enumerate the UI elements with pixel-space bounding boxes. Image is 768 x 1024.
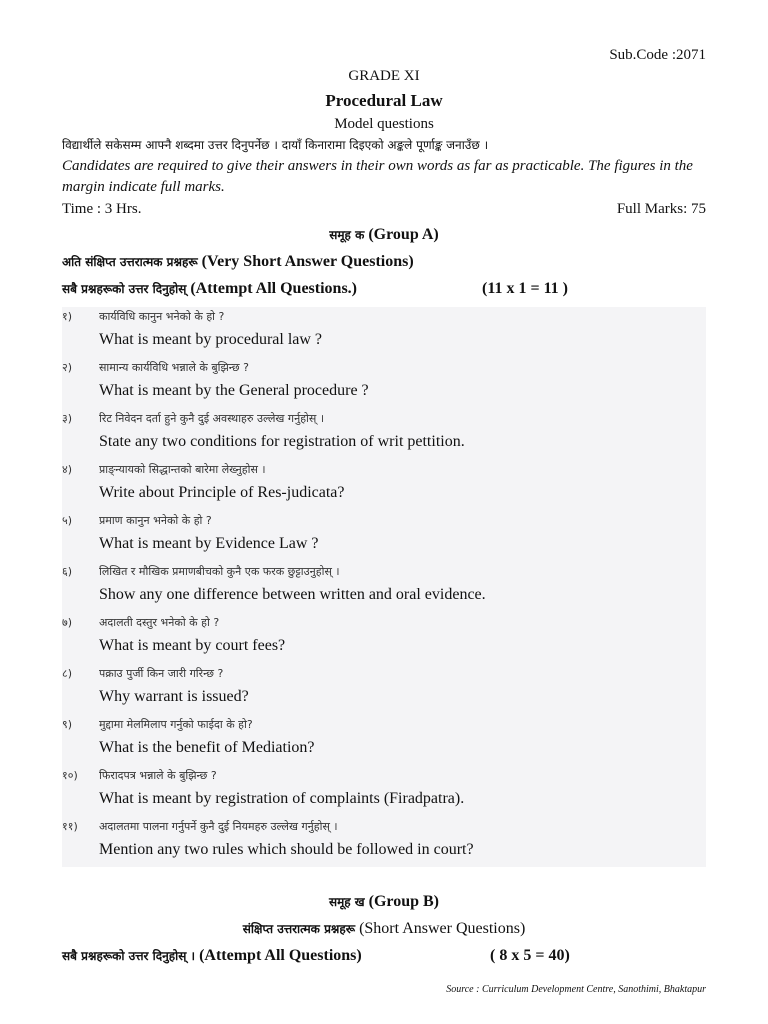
group-a-title-np: समूह क bbox=[329, 228, 365, 242]
question-text-np: प्राङ्न्यायको सिद्धान्तको बारेमा लेख्नुहोस । bbox=[99, 463, 266, 476]
subject-code: Sub.Code :2071 bbox=[609, 47, 706, 63]
question-text-en: Show any one difference between written and oral evidence. bbox=[99, 586, 486, 603]
question-text-np: लिखित र मौखिक प्रमाणबीचको कुनै एक फरक छुट्टाउनुहोस् । bbox=[99, 565, 340, 578]
question-text-en: Write about Principle of Res-judicata? bbox=[99, 484, 345, 501]
group-a-marks: (11 x 1 = 11 ) bbox=[482, 280, 569, 297]
question-text-en: What is the benefit of Mediation? bbox=[99, 739, 315, 756]
instruction-english: Candidates are required to give their answers in their own words as far as practicable. The figures in the margin indicate full marks. bbox=[62, 158, 693, 195]
question-number: ११) bbox=[62, 820, 78, 833]
question-text-en: What is meant by the General procedure ? bbox=[99, 382, 369, 399]
question-text-en: Mention any two rules which should be followed in court? bbox=[99, 841, 474, 858]
question-text-en: What is meant by Evidence Law ? bbox=[99, 535, 319, 552]
question-item bbox=[62, 666, 706, 717]
question-number: ७) bbox=[62, 616, 73, 629]
time-label: Time : 3 Hrs. bbox=[62, 201, 142, 217]
question-item bbox=[62, 309, 706, 360]
group-b-type bbox=[62, 920, 706, 938]
group-a-title-en: (Group A) bbox=[368, 226, 439, 243]
question-number: ६) bbox=[62, 565, 73, 578]
question-item bbox=[62, 462, 706, 513]
question-number: ४) bbox=[62, 463, 73, 476]
question-number: २) bbox=[62, 361, 73, 374]
source-note: Source : Curriculum Development Centre, Sanothimi, Bhaktapur bbox=[446, 984, 706, 995]
question-item bbox=[62, 819, 706, 870]
question-text-en: What is meant by procedural law ? bbox=[99, 331, 323, 348]
question-text-en: State any two conditions for registration of writ pettition. bbox=[99, 433, 465, 450]
question-text-np: कार्यविधि कानुन भनेको के हो ? bbox=[99, 310, 225, 323]
question-text-np: फिरादपत्र भन्नाले के बुझिन्छ ? bbox=[99, 769, 217, 782]
page-title: Procedural Law bbox=[325, 91, 443, 110]
group-a-attempt-en: (Attempt All Questions.) bbox=[190, 280, 357, 297]
question-list bbox=[62, 307, 706, 867]
question-text-np: अदालतमा पालना गर्नुपर्ने कुनै दुई नियमहरु उल्लेख गर्नुहोस् । bbox=[99, 820, 338, 833]
model-questions-label: Model questions bbox=[334, 116, 434, 132]
question-text-en: Why warrant is issued? bbox=[99, 688, 249, 705]
group-b-title-en: (Group B) bbox=[368, 893, 440, 910]
exam-page bbox=[62, 0, 706, 1024]
group-b-attempt-en: (Attempt All Questions) bbox=[199, 947, 362, 964]
question-text-np: पक्राउ पुर्जी किन जारी गरिन्छ ? bbox=[99, 667, 224, 680]
question-text-en: What is meant by registration of complaints (Firadpatra). bbox=[99, 790, 465, 807]
group-a-type-en: (Very Short Answer Questions) bbox=[201, 253, 414, 270]
full-marks-label: Full Marks: 75 bbox=[616, 201, 706, 217]
question-number: १०) bbox=[62, 769, 78, 782]
question-text-np: मुद्दामा मेलमिलाप गर्नुको फाईदा के हो? bbox=[99, 718, 253, 731]
group-a-attempt bbox=[62, 280, 357, 298]
group-a-type-np: अति संक्षिप्त उत्तरात्मक प्रश्नहरू bbox=[62, 255, 198, 269]
question-number: ३) bbox=[62, 412, 73, 425]
group-b-type-np: संक्षिप्त उत्तरात्मक प्रश्नहरू bbox=[242, 922, 356, 936]
question-item bbox=[62, 717, 706, 768]
question-number: १) bbox=[62, 310, 73, 323]
grade-label: GRADE XI bbox=[348, 68, 420, 84]
question-number: ९) bbox=[62, 718, 73, 731]
question-text-np: प्रमाण कानुन भनेको के हो ? bbox=[99, 514, 212, 527]
group-a-heading bbox=[62, 226, 706, 244]
question-item bbox=[62, 768, 706, 819]
question-item bbox=[62, 360, 706, 411]
group-b-heading bbox=[62, 893, 706, 911]
question-item bbox=[62, 513, 706, 564]
group-b-title-np: समूह ख bbox=[328, 895, 365, 909]
question-number: ५) bbox=[62, 514, 73, 527]
question-text-en: What is meant by court fees? bbox=[99, 637, 286, 654]
question-item bbox=[62, 411, 706, 462]
group-b-type-en: (Short Answer Questions) bbox=[359, 920, 526, 937]
question-item bbox=[62, 564, 706, 615]
group-b-attempt-np: सबै प्रश्नहरूको उत्तर दिनुहोस् । bbox=[62, 949, 196, 963]
question-text-np: सामान्य कार्यविधि भन्नाले के बुझिन्छ ? bbox=[99, 361, 249, 374]
group-a-attempt-np: सबै प्रश्नहरूको उत्तर दिनुहोस् bbox=[62, 282, 187, 296]
question-number: ८) bbox=[62, 667, 73, 680]
group-a-type bbox=[62, 253, 414, 271]
question-item bbox=[62, 615, 706, 666]
group-b-attempt bbox=[62, 947, 362, 965]
instruction-nepali: विद्यार्थीले सकेसम्म आफ्नै शब्दमा उत्तर दिनुपर्नेछ । दायाँ किनारामा दिइएको अङ्कले पूर्णाङ्क जनाउँछ । bbox=[62, 138, 489, 152]
group-b-marks: ( 8 x 5 = 40) bbox=[490, 947, 570, 964]
question-text-np: अदालती दस्तुर भनेको के हो ? bbox=[99, 616, 220, 629]
question-text-np: रिट निवेदन दर्ता हुने कुनै दुई अवस्थाहरु उल्लेख गर्नुहोस् । bbox=[99, 412, 324, 425]
